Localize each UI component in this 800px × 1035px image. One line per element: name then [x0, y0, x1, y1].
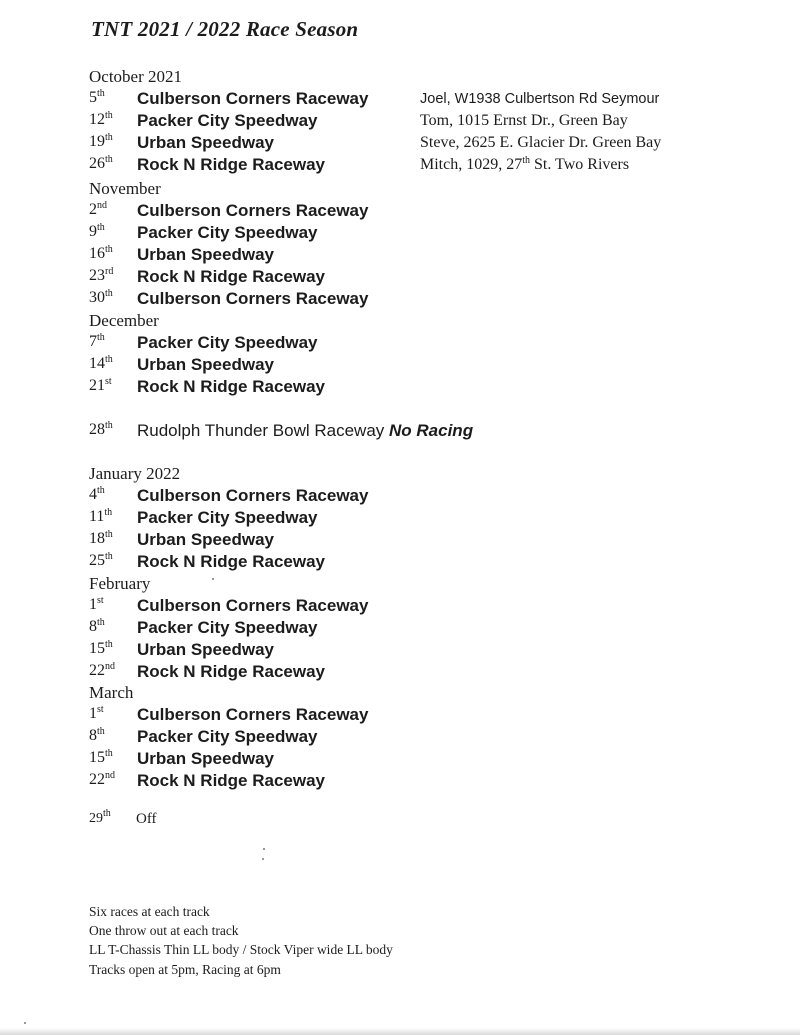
race-track: Packer City Speedway	[137, 223, 318, 242]
race-track: Culberson Corners Raceway	[137, 289, 369, 308]
scan-speck	[262, 858, 264, 860]
scan-speck	[24, 1022, 26, 1024]
contact-steve: Steve, 2625 E. Glacier Dr. Green Bay	[420, 134, 662, 151]
race-day: 11th	[89, 507, 113, 525]
contact-joel: Joel, W1938 Culbertson Rd Seymour	[420, 91, 660, 107]
race-track: Urban Speedway	[137, 640, 274, 659]
race-track: Urban Speedway	[137, 749, 274, 768]
race-track: Packer City Speedway	[137, 508, 318, 527]
race-track: Rock N Ridge Raceway	[137, 552, 326, 571]
race-track: Packer City Speedway	[137, 111, 318, 130]
race-day: 4th	[89, 485, 105, 503]
race-track: Urban Speedway	[137, 530, 274, 549]
month-heading-january: January 2022	[89, 464, 181, 483]
race-day: 9th	[89, 222, 105, 240]
race-track: Culberson Corners Raceway	[137, 486, 369, 505]
race-track: Urban Speedway	[137, 133, 274, 152]
race-track: Packer City Speedway	[137, 618, 318, 637]
race-day: 7th	[89, 332, 105, 350]
race-day: 25th	[89, 551, 113, 569]
race-day: 2nd	[89, 200, 107, 218]
contact-tom: Tom, 1015 Ernst Dr., Green Bay	[420, 112, 628, 129]
race-day: 21st	[89, 376, 112, 394]
race-track: Rock N Ridge Raceway	[137, 377, 326, 396]
race-day: 30th	[89, 288, 113, 306]
month-heading-december: December	[89, 311, 159, 330]
note-line: One throw out at each track	[89, 923, 239, 938]
off-label: Off	[136, 811, 157, 827]
scan-speck	[263, 848, 265, 850]
race-day: 28th	[89, 420, 113, 438]
race-track: Culberson Corners Raceway	[137, 596, 369, 615]
race-day: 22nd	[89, 661, 115, 679]
race-day: 26th	[89, 154, 113, 172]
race-day: 16th	[89, 244, 113, 262]
race-track: Rock N Ridge Raceway	[137, 771, 326, 790]
note-line: Tracks open at 5pm, Racing at 6pm	[89, 962, 281, 977]
race-track: Urban Speedway	[137, 355, 274, 374]
race-day: 18th	[89, 529, 113, 547]
month-heading-february: February	[89, 574, 151, 593]
race-day: 8th	[89, 617, 105, 635]
month-heading-march: March	[89, 683, 134, 702]
race-track: Rock N Ridge Raceway	[137, 267, 326, 286]
month-heading-october: October 2021	[89, 67, 183, 86]
scan-speck	[212, 578, 214, 580]
race-day: 1st	[89, 595, 104, 613]
note-line: Six races at each track	[89, 904, 210, 919]
race-day: 14th	[89, 354, 113, 372]
race-track: Rock N Ridge Raceway	[137, 662, 326, 681]
race-track: Packer City Speedway	[137, 333, 318, 352]
race-track: Culberson Corners Raceway	[137, 89, 369, 108]
race-day: 15th	[89, 639, 113, 657]
contact-mitch: Mitch, 1029, 27th St. Two Rivers	[420, 155, 630, 173]
race-day: 22nd	[89, 770, 115, 788]
month-heading-november: November	[89, 179, 161, 198]
race-track: Urban Speedway	[137, 245, 274, 264]
race-track: Culberson Corners Raceway	[137, 705, 369, 724]
race-day: 19th	[89, 132, 113, 150]
scan-edge	[0, 1028, 800, 1035]
note-line: LL T-Chassis Thin LL body / Stock Viper wide LL body	[89, 942, 393, 957]
race-day: 29th	[89, 808, 111, 826]
race-track-no-racing: Rudolph Thunder Bowl Raceway No Racing	[137, 421, 474, 440]
race-track: Packer City Speedway	[137, 727, 318, 746]
race-day: 1st	[89, 704, 104, 722]
no-racing-label: No Racing	[389, 421, 474, 440]
race-day: 5th	[89, 88, 105, 106]
race-track: Culberson Corners Raceway	[137, 201, 369, 220]
race-day: 8th	[89, 726, 105, 744]
page-title: TNT 2021 / 2022 Race Season	[91, 17, 359, 41]
race-day: 23rd	[89, 266, 114, 284]
race-day: 15th	[89, 748, 113, 766]
race-track: Rock N Ridge Raceway	[137, 155, 326, 174]
race-day: 12th	[89, 110, 113, 128]
